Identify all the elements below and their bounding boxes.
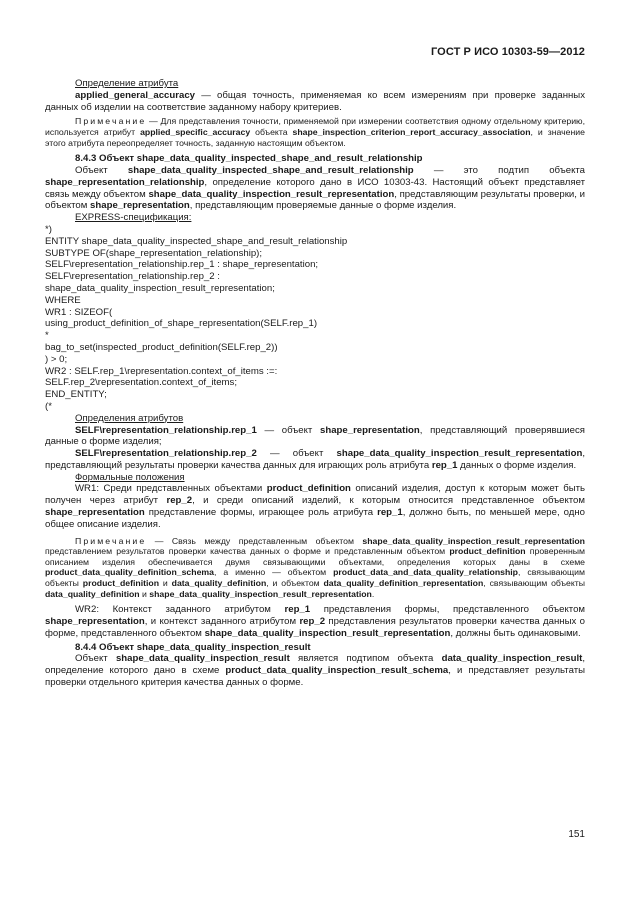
wr2-text: WR2: Контекст заданного атрибутом rep_1 представления формы, представленного объектом shape_representation, и контекст заданного атрибутом rep_2 представления результатов проверки качества данных о форме, представленного объектом shape_data_quality_inspection_result_representation, должны быть одинаковыми. bbox=[45, 604, 585, 639]
page-content bbox=[45, 78, 585, 689]
code-line: using_product_definition_of_shape_representation(SELF.rep_1) bbox=[45, 318, 318, 330]
attribute-definitions-label: Определения атрибутов bbox=[75, 412, 184, 424]
code-line: bag_to_set(inspected_product_definition(SELF.rep_2)) bbox=[45, 341, 278, 353]
attribute-definition-text: applied_general_accuracy — общая точность, применяемая ко всем измерениям при проверке заданных данных об изделии на соответствие заданному набору критериев. bbox=[45, 89, 585, 113]
express-spec-label: EXPRESS-спецификация: bbox=[75, 212, 192, 224]
note-relationship: Примечание — Связь между представленным объектом shape_data_quality_inspection_result_representation представлением результатов проверки качества данных о форме и представленным объектом product_definition проверенным описанием изделия обеспечивается двумя связывающими объектами, определения которых даны в схеме product_data_quality_definition_schema, а именно — объектом product_data_and_data_quality_relationship, связывающим объекты product_definition и data_quality_definition, и объектом data_quality_definition_representation, связывающим объекты data_quality_definition и shape_data_quality_inspection_result_representation. bbox=[45, 535, 585, 599]
code-line: ENTITY shape_data_quality_inspected_shape_and_result_relationship bbox=[45, 235, 348, 247]
code-line: SELF\representation_relationship.rep_2 : bbox=[45, 271, 220, 283]
section-heading-8-4-4: 8.4.4 Объект shape_data_quality_inspection_result bbox=[75, 641, 311, 653]
code-line: SELF\representation_relationship.rep_1 : shape_representation; bbox=[45, 259, 319, 271]
code-line: WR2 : SELF.rep_1\representation.context_of_items :=: bbox=[45, 365, 278, 377]
attribute-rep2-definition: SELF\representation_relationship.rep_2 — объект shape_data_quality_inspection_result_representation, представляющий результаты проверки качества данных для играющих роль атрибута rep_1 данных о форме изделия. bbox=[45, 448, 585, 471]
express-code-block bbox=[45, 224, 585, 413]
note-accuracy: Примечание — Для представления точности, применяемой при измерении соответствия одному отдельному критерию, используется атрибут applied_specific_accuracy объекта shape_inspection_criterion_report_accuracy_association, и значение этого атрибута переопределяет точность, заданную настоящим объектом. bbox=[45, 116, 585, 148]
attribute-rep1-definition: SELF\representation_relationship.rep_1 — объект shape_representation, представляющий проверявшиеся данные о форме изделия; bbox=[45, 424, 585, 448]
code-line: WR1 : SIZEOF( bbox=[45, 306, 113, 318]
code-line: SUBTYPE OF(shape_representation_relationship); bbox=[45, 247, 263, 259]
formal-propositions-label: Формальные положения bbox=[75, 471, 185, 483]
code-line: ) > 0; bbox=[45, 353, 68, 365]
attribute-definition-label: Определение атрибута bbox=[75, 78, 179, 89]
section-8-4-4-text: Объект shape_data_quality_inspection_result является подтипом объекта data_quality_inspection_result, определение которого дано в схеме product_data_quality_inspection_result_schema, и представляет результаты проверки отдельного критерия качества данных о форме. bbox=[45, 653, 586, 689]
section-8-4-3-text: Объект shape_data_quality_inspected_shape_and_result_relationship — это подтип объекта shape_representation_relationship, определение которого дано в ИСО 10303-43. Настоящий объект представляет связь между объектом shape_data_quality_inspection_result_representation, представляющим результаты проверки, и объектом shape_representation, представляющим проверяемые данные о форме изделия. bbox=[45, 164, 585, 212]
code-line: *) bbox=[45, 223, 52, 235]
wr1-text: WR1: Среди представленных объектами product_definition описаний изделия, доступ к которым может быть получен через атрибут rep_2, и среди описаний изделий, к которым относится представленное объектом shape_representation представление формы, играющее роль атрибута rep_1, должно быть, по меньшей мере, одно общее описание изделия. bbox=[45, 483, 585, 530]
code-line: (* bbox=[45, 400, 52, 412]
section-heading-8-4-3: 8.4.3 Объект shape_data_quality_inspected_shape_and_result_relationship bbox=[75, 153, 423, 165]
code-line: SELF.rep_2\representation.context_of_items; bbox=[45, 377, 237, 389]
standard-header: ГОСТ Р ИСО 10303-59—2012 bbox=[430, 46, 585, 58]
code-line: WHERE bbox=[45, 294, 81, 306]
code-line: shape_data_quality_inspection_result_representation; bbox=[45, 282, 275, 294]
page-number: 151 bbox=[568, 829, 585, 840]
code-line: END_ENTITY; bbox=[45, 389, 107, 401]
code-line: * bbox=[45, 330, 49, 342]
